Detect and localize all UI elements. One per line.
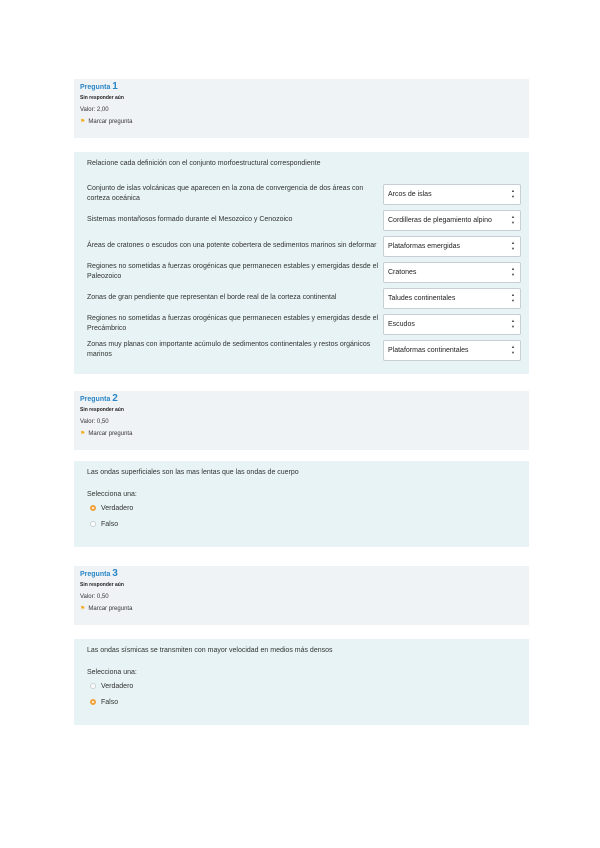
flag-icon: ⚑ — [80, 119, 86, 125]
select-arrows-icon: ▲ ▼ — [511, 266, 515, 277]
question-3-info — [74, 566, 529, 625]
question-state: Sin responder aún — [80, 407, 124, 413]
selected-value: Plataformas continentales — [388, 346, 469, 354]
answer-select[interactable] — [383, 236, 521, 257]
select-arrows-icon: ▲ ▼ — [511, 214, 515, 225]
question-text: Las ondas sísmicas se transmiten con mayor velocidad en medios más densos — [87, 647, 333, 654]
match-row — [87, 233, 521, 259]
select-arrows-icon: ▲ ▼ — [511, 344, 515, 355]
match-control-cell — [383, 337, 521, 363]
match-row — [87, 207, 521, 233]
flag-icon: ⚑ — [80, 431, 86, 437]
select-arrows-icon: ▲ ▼ — [511, 292, 515, 303]
match-control-cell — [383, 181, 521, 207]
answer-select[interactable] — [383, 262, 521, 283]
radio-button[interactable] — [90, 505, 96, 511]
question-grade: Valor: 0,50 — [80, 419, 109, 425]
question-number: Pregunta 2 — [80, 393, 118, 404]
selected-value: Escudos — [388, 320, 415, 328]
match-stem: Regiones no sometidas a fuerzas orogénicas que permanecen estables y emergidas desde el Precámbrico — [87, 315, 379, 332]
match-row — [87, 259, 521, 285]
match-control-cell — [383, 233, 521, 259]
select-prompt: Selecciona una: — [87, 669, 137, 676]
match-row — [87, 181, 521, 207]
match-stem: Áreas de cratones o escudos con una potente cobertera de sedimentos marinos sin deformar — [87, 242, 377, 249]
question-number: Pregunta 3 — [80, 568, 118, 579]
selected-value: Cordilleras de plegamiento alpino — [388, 216, 492, 224]
answer-select[interactable] — [383, 184, 521, 205]
flag-question-link[interactable]: ⚑ Marcar pregunta — [80, 119, 133, 125]
question-2-info — [74, 391, 529, 450]
option-false[interactable]: Falso — [87, 516, 521, 532]
answer-select[interactable] — [383, 314, 521, 335]
match-row — [87, 311, 521, 337]
select-arrows-icon: ▲ ▼ — [511, 240, 515, 251]
flag-question-link[interactable]: ⚑ Marcar pregunta — [80, 606, 133, 612]
match-stem: Conjunto de islas volcánicas que aparecen en la zona de convergencia de dos áreas con corteza oceánica — [87, 185, 364, 202]
selected-value: Arcos de islas — [388, 190, 432, 198]
option-false[interactable]: Falso — [87, 694, 521, 710]
match-stem: Zonas de gran pendiente que representan el borde real de la corteza continental — [87, 294, 337, 301]
flag-question-link[interactable]: ⚑ Marcar pregunta — [80, 431, 133, 437]
matching-table — [87, 181, 521, 363]
match-control-cell — [383, 259, 521, 285]
match-control-cell — [383, 311, 521, 337]
match-stem: Sistemas montañosos formado durante el Mesozoico y Cenozoico — [87, 216, 293, 223]
match-row — [87, 285, 521, 311]
question-number: Pregunta 1 — [80, 81, 118, 92]
question-state: Sin responder aún — [80, 582, 124, 588]
answer-select[interactable] — [383, 288, 521, 309]
selected-value: Taludes continentales — [388, 294, 456, 302]
radio-button[interactable] — [90, 699, 96, 705]
question-2-content — [74, 461, 529, 547]
match-row — [87, 337, 521, 363]
selected-value: Cratones — [388, 268, 417, 276]
radio-button[interactable] — [90, 521, 96, 527]
match-control-cell — [383, 207, 521, 233]
question-text: Las ondas superficiales son las mas lentas que las ondas de cuerpo — [87, 469, 299, 476]
question-text: Relacione cada definición con el conjunto morfoestructural correspondiente — [87, 160, 321, 167]
select-arrows-icon: ▲ ▼ — [511, 318, 515, 329]
question-1-content — [74, 152, 529, 374]
question-1-info — [74, 79, 529, 138]
answer-select[interactable] — [383, 340, 521, 361]
flag-icon: ⚑ — [80, 606, 86, 612]
option-true[interactable]: Verdadero — [87, 500, 521, 516]
answer-select[interactable] — [383, 210, 521, 231]
match-stem: Regiones no sometidas a fuerzas orogénicas que permanecen estables y emergidas desde el Paleozoico — [87, 263, 379, 280]
select-prompt: Selecciona una: — [87, 491, 137, 498]
select-arrows-icon: ▲ ▼ — [511, 188, 515, 199]
question-grade: Valor: 0,50 — [80, 594, 109, 600]
match-stem: Zonas muy planas con importante acúmulo de sedimentos continentales y restos orgánicos marinos — [87, 341, 371, 358]
question-state: Sin responder aún — [80, 95, 124, 101]
question-grade: Valor: 2,00 — [80, 107, 109, 113]
option-true[interactable]: Verdadero — [87, 678, 521, 694]
match-control-cell — [383, 285, 521, 311]
radio-button[interactable] — [90, 683, 96, 689]
selected-value: Plataformas emergidas — [388, 242, 460, 250]
question-3-content — [74, 639, 529, 725]
